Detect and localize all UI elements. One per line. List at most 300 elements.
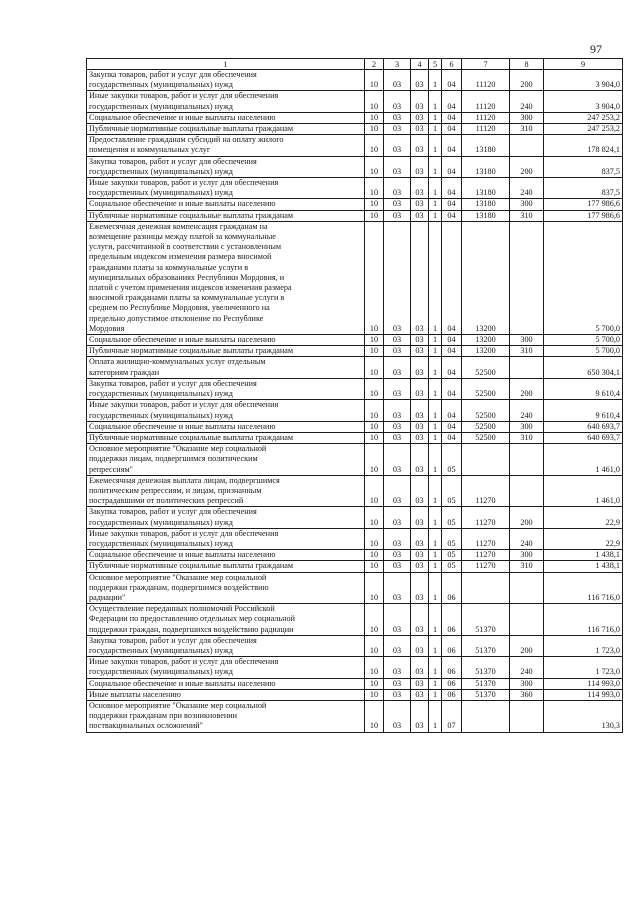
cell-subprogram: 1 [429,124,442,135]
row-name: Осуществление переданных полномочий Российской Федерации по предоставлению отдельных мер социальной поддержки граждан, подвергшихся воздействию радиации [87,604,365,636]
cell-expense-type: 310 [510,432,544,443]
row-name: Основное мероприятие "Оказание мер социальной поддержки гражданам при возникновении поствакцинальных осложнений" [87,700,365,732]
cell-section: 10 [365,335,384,346]
cell-section: 10 [365,635,384,656]
row-name: Публичные нормативные социальные выплаты гражданам [87,561,365,572]
row-name: Закупка товаров, работ и услуг для обеспечения государственных (муниципальных) нужд [87,70,365,91]
cell-expense-type: 240 [510,528,544,549]
cell-direction: 13180 [462,156,510,177]
cell-amount: 3 904,0 [544,70,623,91]
cell-direction: 11120 [462,112,510,123]
cell-expense-type: 300 [510,421,544,432]
cell-subsection: 03 [384,444,411,476]
cell-expense-type: 200 [510,70,544,91]
header-cell: 7 [462,59,510,70]
cell-activity: 04 [442,178,462,199]
cell-subprogram: 1 [429,221,442,334]
cell-direction: 11270 [462,528,510,549]
cell-direction: 13200 [462,335,510,346]
cell-subprogram: 1 [429,604,442,636]
table-row [87,199,623,210]
cell-direction: 51370 [462,604,510,636]
cell-direction: 13180 [462,199,510,210]
cell-section: 10 [365,378,384,399]
cell-amount: 837,5 [544,156,623,177]
cell-subprogram: 1 [429,199,442,210]
cell-subsection: 03 [384,178,411,199]
cell-amount: 1 461,0 [544,475,623,507]
cell-section: 10 [365,700,384,732]
cell-activity: 06 [442,635,462,656]
cell-section: 10 [365,112,384,123]
table-row [87,135,623,156]
row-name: Ежемесячная денежная выплата лицам, подвергшимся политическим репрессиям, и лицам, признанным пострадавшими от политических репрессий [87,475,365,507]
table-row [87,507,623,528]
cell-program: 03 [411,156,429,177]
cell-direction: 51370 [462,657,510,678]
cell-direction [462,572,510,604]
cell-section: 10 [365,135,384,156]
cell-subsection: 03 [384,221,411,334]
cell-section: 10 [365,689,384,700]
cell-subprogram: 1 [429,700,442,732]
cell-expense-type: 310 [510,124,544,135]
table-row [87,432,623,443]
cell-subprogram: 1 [429,678,442,689]
cell-amount: 640 693,7 [544,432,623,443]
cell-section: 10 [365,357,384,378]
row-name: Иные закупки товаров, работ и услуг для обеспечения государственных (муниципальных) нужд [87,400,365,421]
cell-section: 10 [365,444,384,476]
cell-subprogram: 1 [429,135,442,156]
cell-subsection: 03 [384,678,411,689]
cell-activity: 04 [442,210,462,221]
row-name: Ежемесячная денежная компенсация гражданам на возмещение разницы между платой за коммунальные услуги, рассчитанной в соответствии с установленным предельным индексом изменения размера вносимой гражданами платы за коммунальные услуги в муниципальных образованиях Республики Мордовия, и платой с учетом применения индексов изменения размера вносимой гражданами платы за коммунальные услуги в среднем по Республике Мордовия, увеличенного на предельно допустимое отклонение по Республике Мордовия [87,221,365,334]
row-name: Социальное обеспечение и иные выплаты населению [87,112,365,123]
cell-direction: 51370 [462,689,510,700]
cell-direction: 13180 [462,135,510,156]
cell-direction: 52500 [462,421,510,432]
cell-amount: 114 993,0 [544,678,623,689]
table-row [87,221,623,334]
table-row [87,210,623,221]
table-row [87,421,623,432]
cell-direction: 11120 [462,91,510,112]
cell-direction: 11270 [462,475,510,507]
cell-program: 03 [411,678,429,689]
cell-amount: 1 461,0 [544,444,623,476]
header-cell: 9 [544,59,623,70]
row-name: Публичные нормативные социальные выплаты гражданам [87,432,365,443]
cell-subsection: 03 [384,657,411,678]
cell-amount: 640 693,7 [544,421,623,432]
cell-section: 10 [365,178,384,199]
page-number: 97 [590,42,602,56]
cell-section: 10 [365,561,384,572]
cell-expense-type: 240 [510,400,544,421]
cell-section: 10 [365,432,384,443]
cell-program: 03 [411,221,429,334]
cell-subsection: 03 [384,550,411,561]
table-row [87,378,623,399]
row-name: Основное мероприятие "Оказание мер социальной поддержки гражданам, подвергшимся воздействию радиации" [87,572,365,604]
header-cell: 3 [384,59,411,70]
cell-program: 03 [411,124,429,135]
cell-section: 10 [365,604,384,636]
cell-activity: 05 [442,475,462,507]
cell-amount: 22,9 [544,507,623,528]
table-row [87,604,623,636]
cell-amount: 3 904,0 [544,91,623,112]
cell-section: 10 [365,91,384,112]
table-row [87,91,623,112]
cell-section: 10 [365,221,384,334]
cell-program: 03 [411,91,429,112]
cell-amount: 116 716,0 [544,604,623,636]
cell-activity: 04 [442,346,462,357]
cell-subsection: 03 [384,572,411,604]
table-row [87,572,623,604]
table-row [87,156,623,177]
row-name: Социальное обеспечение и иные выплаты населению [87,199,365,210]
cell-subsection: 03 [384,432,411,443]
cell-activity: 04 [442,400,462,421]
cell-expense-type: 240 [510,657,544,678]
cell-subprogram: 1 [429,528,442,549]
table-row [87,178,623,199]
cell-amount: 5 700,0 [544,221,623,334]
row-name: Закупка товаров, работ и услуг для обеспечения государственных (муниципальных) нужд [87,635,365,656]
cell-amount: 9 610,4 [544,378,623,399]
cell-direction: 51370 [462,678,510,689]
cell-expense-type: 200 [510,156,544,177]
row-name: Иные закупки товаров, работ и услуг для обеспечения государственных (муниципальных) нужд [87,178,365,199]
cell-subprogram: 1 [429,475,442,507]
cell-activity: 05 [442,528,462,549]
cell-subprogram: 1 [429,561,442,572]
cell-direction: 11270 [462,550,510,561]
cell-section: 10 [365,657,384,678]
cell-amount: 177 986,6 [544,210,623,221]
cell-expense-type: 300 [510,199,544,210]
row-name: Закупка товаров, работ и услуг для обеспечения государственных (муниципальных) нужд [87,507,365,528]
cell-subprogram: 1 [429,156,442,177]
cell-expense-type [510,135,544,156]
cell-subsection: 03 [384,378,411,399]
cell-amount: 5 700,0 [544,335,623,346]
table-row [87,561,623,572]
cell-subprogram: 1 [429,178,442,199]
cell-activity: 04 [442,357,462,378]
table-row [87,550,623,561]
cell-activity: 05 [442,561,462,572]
cell-subprogram: 1 [429,400,442,421]
cell-program: 03 [411,475,429,507]
row-name: Социальное обеспечение и иные выплаты населению [87,421,365,432]
table-row [87,70,623,91]
cell-section: 10 [365,124,384,135]
cell-amount: 247 253,2 [544,112,623,123]
cell-activity: 05 [442,507,462,528]
cell-activity: 06 [442,678,462,689]
cell-activity: 04 [442,135,462,156]
cell-program: 03 [411,335,429,346]
cell-amount: 5 700,0 [544,346,623,357]
cell-direction: 13180 [462,178,510,199]
cell-section: 10 [365,550,384,561]
cell-expense-type [510,444,544,476]
cell-amount: 1 438,1 [544,561,623,572]
cell-section: 10 [365,421,384,432]
cell-activity: 04 [442,70,462,91]
table-row [87,635,623,656]
cell-program: 03 [411,700,429,732]
cell-expense-type: 300 [510,112,544,123]
cell-subprogram: 1 [429,70,442,91]
cell-subprogram: 1 [429,357,442,378]
row-name: Публичные нормативные социальные выплаты гражданам [87,210,365,221]
cell-subprogram: 1 [429,421,442,432]
cell-expense-type [510,604,544,636]
row-name: Оплата жилищно-коммунальных услуг отдельным категориям граждан [87,357,365,378]
cell-activity: 05 [442,444,462,476]
cell-direction: 52500 [462,378,510,399]
cell-subprogram: 1 [429,335,442,346]
cell-subprogram: 1 [429,572,442,604]
cell-program: 03 [411,689,429,700]
cell-section: 10 [365,528,384,549]
cell-activity: 04 [442,112,462,123]
cell-subsection: 03 [384,475,411,507]
cell-subprogram: 1 [429,507,442,528]
cell-direction: 13200 [462,221,510,334]
cell-activity: 06 [442,689,462,700]
cell-activity: 06 [442,604,462,636]
cell-expense-type: 240 [510,178,544,199]
cell-amount: 1 438,1 [544,550,623,561]
cell-program: 03 [411,561,429,572]
cell-subsection: 03 [384,635,411,656]
cell-program: 03 [411,346,429,357]
cell-program: 03 [411,178,429,199]
table-row [87,112,623,123]
cell-program: 03 [411,550,429,561]
cell-direction: 51370 [462,635,510,656]
cell-expense-type: 310 [510,210,544,221]
cell-direction: 11120 [462,70,510,91]
cell-activity: 04 [442,432,462,443]
table-row [87,400,623,421]
cell-expense-type: 200 [510,378,544,399]
cell-subprogram: 1 [429,689,442,700]
cell-amount: 1 723,0 [544,635,623,656]
cell-expense-type: 310 [510,346,544,357]
header-cell: 6 [442,59,462,70]
cell-program: 03 [411,528,429,549]
cell-subprogram: 1 [429,550,442,561]
row-name: Публичные нормативные социальные выплаты гражданам [87,124,365,135]
row-name: Закупка товаров, работ и услуг для обеспечения государственных (муниципальных) нужд [87,378,365,399]
cell-expense-type: 300 [510,678,544,689]
cell-program: 03 [411,444,429,476]
cell-activity: 04 [442,221,462,334]
cell-subsection: 03 [384,528,411,549]
cell-section: 10 [365,210,384,221]
cell-subprogram: 1 [429,635,442,656]
cell-subsection: 03 [384,70,411,91]
cell-expense-type [510,357,544,378]
cell-subsection: 03 [384,124,411,135]
cell-activity: 04 [442,335,462,346]
row-name: Иные закупки товаров, работ и услуг для обеспечения государственных (муниципальных) нужд [87,528,365,549]
table-row [87,475,623,507]
cell-subsection: 03 [384,421,411,432]
table-row [87,357,623,378]
cell-direction: 11270 [462,507,510,528]
cell-program: 03 [411,635,429,656]
table-row [87,700,623,732]
cell-section: 10 [365,70,384,91]
cell-expense-type: 300 [510,335,544,346]
row-name: Закупка товаров, работ и услуг для обеспечения государственных (муниципальных) нужд [87,156,365,177]
cell-subsection: 03 [384,91,411,112]
cell-subsection: 03 [384,156,411,177]
table-row [87,678,623,689]
cell-amount: 9 610,4 [544,400,623,421]
cell-activity: 06 [442,657,462,678]
cell-activity: 04 [442,156,462,177]
table-row [87,657,623,678]
row-name: Предоставление гражданам субсидий на оплату жилого помещения и коммунальных услуг [87,135,365,156]
cell-program: 03 [411,604,429,636]
row-name: Иные закупки товаров, работ и услуг для обеспечения государственных (муниципальных) нужд [87,657,365,678]
cell-program: 03 [411,657,429,678]
table-row [87,124,623,135]
cell-activity: 07 [442,700,462,732]
cell-program: 03 [411,112,429,123]
cell-amount: 130,3 [544,700,623,732]
cell-expense-type [510,700,544,732]
cell-subsection: 03 [384,112,411,123]
cell-section: 10 [365,475,384,507]
cell-amount: 22,9 [544,528,623,549]
cell-direction: 11270 [462,561,510,572]
cell-direction: 52500 [462,400,510,421]
cell-direction: 13200 [462,346,510,357]
cell-program: 03 [411,135,429,156]
cell-amount: 178 824,1 [544,135,623,156]
table-row [87,335,623,346]
header-cell: 4 [411,59,429,70]
cell-subsection: 03 [384,335,411,346]
cell-expense-type [510,221,544,334]
cell-subsection: 03 [384,346,411,357]
cell-subsection: 03 [384,561,411,572]
cell-program: 03 [411,378,429,399]
row-name: Социальное обеспечение и иные выплаты населению [87,335,365,346]
cell-section: 10 [365,346,384,357]
cell-subsection: 03 [384,199,411,210]
cell-amount: 650 304,1 [544,357,623,378]
cell-amount: 1 723,0 [544,657,623,678]
cell-direction: 52500 [462,432,510,443]
cell-amount: 247 253,2 [544,124,623,135]
cell-amount: 837,5 [544,178,623,199]
cell-direction: 13180 [462,210,510,221]
cell-subprogram: 1 [429,91,442,112]
cell-direction: 11120 [462,124,510,135]
header-cell: 5 [429,59,442,70]
cell-program: 03 [411,432,429,443]
cell-section: 10 [365,400,384,421]
cell-program: 03 [411,400,429,421]
cell-amount: 116 716,0 [544,572,623,604]
cell-subprogram: 1 [429,346,442,357]
cell-subprogram: 1 [429,112,442,123]
cell-subprogram: 1 [429,444,442,476]
cell-subprogram: 1 [429,657,442,678]
table-row [87,689,623,700]
cell-subsection: 03 [384,507,411,528]
cell-subsection: 03 [384,689,411,700]
cell-subsection: 03 [384,604,411,636]
cell-subprogram: 1 [429,432,442,443]
cell-amount: 177 986,6 [544,199,623,210]
cell-subsection: 03 [384,400,411,421]
budget-table [86,58,623,733]
cell-expense-type [510,572,544,604]
cell-amount: 114 993,0 [544,689,623,700]
cell-expense-type: 300 [510,550,544,561]
cell-program: 03 [411,572,429,604]
cell-direction [462,700,510,732]
cell-program: 03 [411,210,429,221]
cell-expense-type [510,475,544,507]
cell-activity: 04 [442,199,462,210]
header-cell: 2 [365,59,384,70]
cell-subprogram: 1 [429,378,442,399]
cell-subsection: 03 [384,210,411,221]
row-name: Иные выплаты населению [87,689,365,700]
cell-expense-type: 240 [510,91,544,112]
row-name: Основное мероприятие "Оказание мер социальной поддержки лицам, подвергшимся политическим репрессиям" [87,444,365,476]
row-name: Иные закупки товаров, работ и услуг для обеспечения государственных (муниципальных) нужд [87,91,365,112]
table-row [87,346,623,357]
cell-section: 10 [365,507,384,528]
row-name: Социальное обеспечение и иные выплаты населению [87,678,365,689]
cell-section: 10 [365,199,384,210]
table-row [87,528,623,549]
header-row [87,59,623,70]
cell-activity: 04 [442,421,462,432]
header-cell: 1 [87,59,365,70]
cell-section: 10 [365,156,384,177]
header-cell: 8 [510,59,544,70]
cell-expense-type: 200 [510,507,544,528]
cell-program: 03 [411,421,429,432]
cell-program: 03 [411,357,429,378]
row-name: Публичные нормативные социальные выплаты гражданам [87,346,365,357]
cell-subprogram: 1 [429,210,442,221]
row-name: Социальное обеспечение и иные выплаты населению [87,550,365,561]
cell-section: 10 [365,572,384,604]
cell-section: 10 [365,678,384,689]
cell-subsection: 03 [384,135,411,156]
cell-activity: 06 [442,572,462,604]
cell-program: 03 [411,507,429,528]
cell-direction: 52500 [462,357,510,378]
cell-activity: 04 [442,378,462,399]
